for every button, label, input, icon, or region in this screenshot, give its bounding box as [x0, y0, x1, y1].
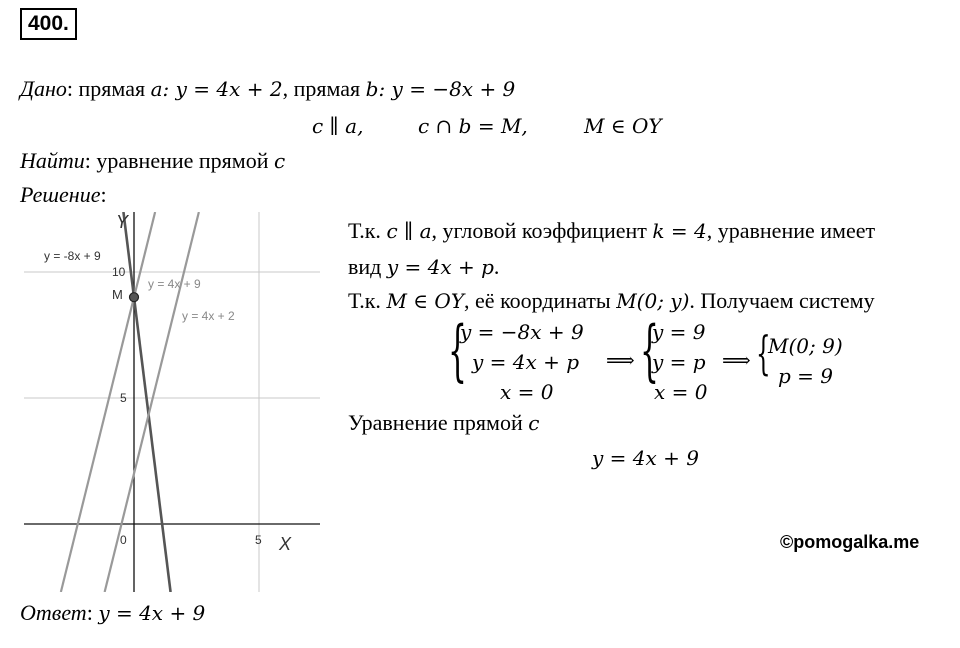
- sol2-math: y = 4x + p: [386, 255, 494, 279]
- sol3-a: Т.к.: [348, 288, 387, 313]
- system1-eq2: y = 4x + p: [472, 350, 580, 374]
- system2-eq1: y = 9: [652, 320, 706, 344]
- copyright-text: ©pomogalka.me: [780, 532, 920, 552]
- sol2-a: вид: [348, 254, 387, 279]
- problem-number: 400.: [20, 8, 77, 40]
- sol3-c: . Получаем систему: [689, 288, 875, 313]
- find-label: Найти: [20, 148, 85, 173]
- implies-arrow-1: ⟹: [606, 348, 635, 372]
- sol3-b: , её координаты: [464, 288, 617, 313]
- graph: [24, 212, 324, 592]
- line-label-b: y = -8x + 9: [44, 249, 101, 263]
- line-label-c: y = 4x + 9: [148, 277, 201, 291]
- sol1-a: Т.к.: [348, 218, 387, 243]
- given-mid-text: , прямая: [282, 76, 366, 101]
- given-condition-intersection: c ∩ b = M,: [418, 114, 528, 138]
- given-label: Дано: [20, 76, 67, 101]
- system1-brace: {: [448, 312, 467, 389]
- graph-lines: [61, 212, 199, 592]
- given-a-equation: a: y = 4x + 2: [150, 77, 283, 101]
- sol3-math: M ∈ OY: [386, 289, 465, 313]
- axis-y-label: Y: [116, 212, 129, 232]
- sol3-m: M(0; y): [616, 289, 690, 313]
- system3-brace: {: [756, 326, 771, 380]
- sol2-b: .: [493, 254, 500, 279]
- sol1-math: c ∥ a: [386, 219, 432, 243]
- tick-label-y-5: 5: [120, 391, 127, 405]
- solution-line-2: [348, 254, 499, 280]
- result-line: [348, 410, 539, 436]
- result-label: Уравнение прямой: [348, 410, 529, 435]
- axis-x-label: X: [279, 534, 292, 554]
- tick-label-x-5: 5: [255, 533, 262, 547]
- given-condition-point: M ∈ OY: [584, 114, 662, 138]
- system1-eq1: y = −8x + 9: [460, 320, 584, 344]
- graph-axes: [24, 212, 320, 592]
- line-c: [61, 212, 155, 592]
- result-equation: y = 4x + 9: [592, 446, 699, 470]
- graph-grid: [24, 212, 320, 592]
- answer-equation: y = 4x + 9: [98, 601, 206, 625]
- solution-heading: Решение:: [20, 182, 107, 207]
- system3-eq2: p = 9: [778, 364, 833, 388]
- system3-eq1: M(0; 9): [768, 334, 843, 358]
- solution-line-1: [348, 218, 875, 244]
- point-m: [130, 293, 139, 302]
- given-text: : прямая: [66, 76, 151, 101]
- sol1-k: k = 4: [652, 219, 707, 243]
- result-var: c: [528, 411, 540, 435]
- system2-eq3: x = 0: [654, 380, 708, 404]
- line-b: [123, 212, 170, 592]
- sol1-b: , угловой коэффициент: [431, 218, 653, 243]
- system1-eq3: x = 0: [500, 380, 554, 404]
- system2-brace: {: [640, 312, 659, 389]
- tick-label-y-10: 10: [112, 265, 126, 279]
- answer-line: [20, 600, 205, 626]
- system2-eq2: y = p: [652, 350, 706, 374]
- point-label-m: M: [112, 287, 123, 303]
- answer-label: Ответ: [20, 600, 87, 625]
- implies-arrow-2: ⟹: [722, 348, 751, 372]
- find-text: : уравнение прямой: [84, 148, 274, 173]
- line-label-a: y = 4x + 2: [182, 309, 235, 323]
- given-line: [20, 76, 515, 102]
- find-line: [20, 148, 285, 174]
- given-condition-parallel: c ∥ a,: [312, 114, 364, 138]
- solution-label: Решение: [20, 182, 101, 207]
- solution-line-3: [348, 288, 875, 314]
- sol1-c: , уравнение имеет: [706, 218, 876, 243]
- tick-label-origin: 0: [120, 533, 127, 547]
- answer-colon: :: [86, 600, 99, 625]
- given-b-equation: b: y = −8x + 9: [365, 77, 516, 101]
- find-var: c: [273, 149, 286, 173]
